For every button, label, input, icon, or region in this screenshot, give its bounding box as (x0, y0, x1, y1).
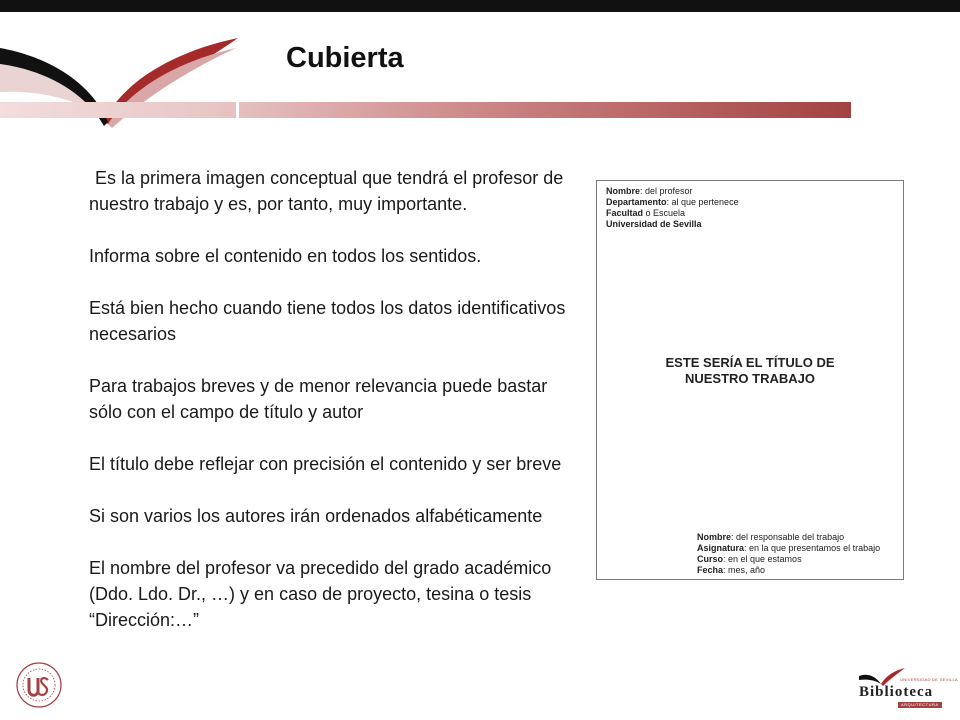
cover-line (606, 186, 739, 197)
cover-line (606, 197, 739, 208)
cover-header (606, 186, 739, 230)
title-rule (0, 102, 851, 118)
cover-title (597, 355, 903, 387)
cover-value: o Escuela (643, 208, 686, 218)
cover-label: Departamento (606, 197, 667, 207)
cover-line (697, 565, 880, 576)
cover-value: : del responsable del trabajo (731, 532, 845, 542)
biblioteca-wordmark: Biblioteca (859, 684, 934, 700)
cover-title-line: NUESTRO TRABAJO (684, 371, 815, 386)
title-rule-gap (236, 102, 239, 118)
top-bar (0, 0, 960, 12)
body-text (89, 165, 569, 659)
paragraph: Está bien hecho cuando tiene todos los datos identificativos necesarios (89, 298, 566, 344)
cover-footer (697, 532, 880, 576)
biblioteca-subtitle: ARQUITECTURA (898, 702, 942, 708)
cover-label: Nombre (606, 186, 641, 196)
cover-value: : en la que presentamos el trabajo (744, 543, 881, 553)
paragraph: Es la primera imagen conceptual que tendrá el profesor de nuestro trabajo y es, por tanto, muy importante. (89, 168, 564, 214)
cover-title-line: ESTE SERÍA EL TÍTULO DE (665, 355, 835, 370)
cover-label: Nombre (697, 532, 732, 542)
cover-value: : del profesor (640, 186, 693, 196)
paragraph: El nombre del profesor va precedido del grado académico (Ddo. Ldo. Dr., …) y en caso de proyecto, tesina o tesis “Dirección:…” (89, 558, 552, 630)
cover-value: : mes, año (723, 565, 766, 575)
cover-example (596, 180, 904, 580)
cover-value: : en el que estamos (723, 554, 802, 564)
university-seal-icon (14, 660, 64, 710)
cover-label: Asignatura (697, 543, 745, 553)
paragraph: Si son varios los autores irán ordenados alfabéticamente (89, 506, 543, 526)
paragraph: Informa sobre el contenido en todos los sentidos. (89, 246, 482, 266)
cover-line (697, 532, 880, 543)
slide-title: Cubierta (286, 42, 404, 74)
cover-label: Universidad de Sevilla (606, 219, 702, 229)
cover-label: Curso (697, 554, 724, 564)
cover-label: Fecha (697, 565, 724, 575)
cover-value: : al que pertenece (666, 197, 739, 207)
biblioteca-university: UNIVERSIDAD DE SEVILLA (900, 677, 958, 682)
paragraph: El título debe reflejar con precisión el contenido y ser breve (89, 454, 562, 474)
cover-line (606, 208, 739, 219)
cover-line (606, 219, 739, 230)
cover-line (697, 554, 880, 565)
cover-line (697, 543, 880, 554)
cover-label: Facultad (606, 208, 644, 218)
paragraph: Para trabajos breves y de menor relevancia puede bastar sólo con el campo de título y autor (89, 376, 548, 422)
